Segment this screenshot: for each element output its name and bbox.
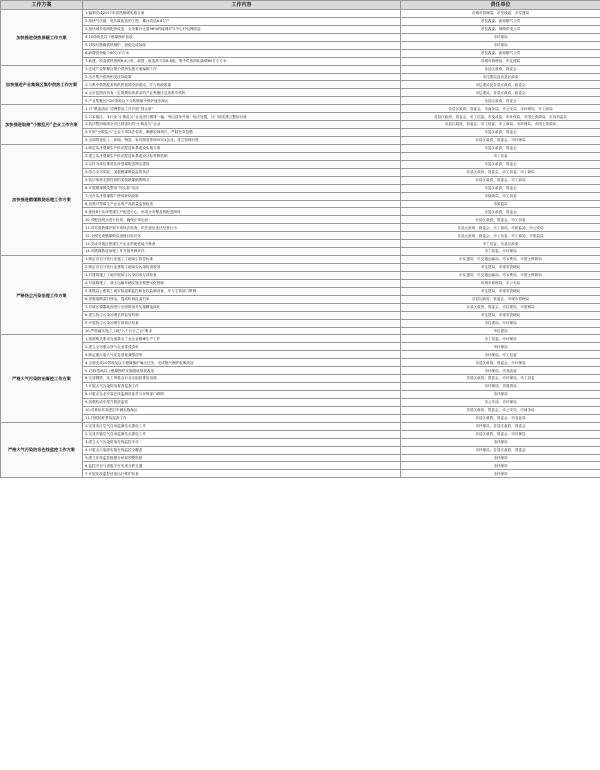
work-content: 4.10蒸吨及以下燃煤锅炉拆改 [83,33,401,41]
table-body [1,10,600,478]
work-content: 6.加强道路清扫保洁，提高机械化清扫率 [83,295,401,303]
responsible-unit: 市工信委 [401,152,600,160]
work-content: 5.全面排查化工、印刷、铸造、家具制造等涉VOCs企业，建立管理台账 [83,137,401,145]
responsible-unit: 市住建局，市城市管理局 [401,264,600,272]
work-content: 5.对现有燃煤供热锅炉，督促完成拆改 [83,41,401,49]
work-content: 8.对重点企业安装在线监测设备并与环保部门联网 [83,391,401,399]
table-row [1,462,600,470]
table-row [1,97,600,105]
work-content: 2.对本辖区、本行业“小散乱污”企业进行摸排一遍，列出清单并逐一依法处置，分门别类建立整治台账 [83,113,401,121]
work-content: 5.对35蒸吨以上燃煤锅炉实施超低排放改造 [83,367,401,375]
responsible-unit: 市住建局及各县区政府，管委会 [401,81,600,89]
table-row [1,121,600,129]
header-plan: 工作方案 [1,1,83,10]
responsible-unit: 市工信委，市环保局 [401,335,600,343]
responsible-unit: 市城市管理局，市公安局 [401,279,600,287]
responsible-unit: 各县区政府，管委会，市工商局 [401,176,600,184]
work-content: 1.按照相关要求完成重点工业企业错峰生产工作 [83,335,401,343]
responsible-unit: 市环保局，各县区政府，管委会 [401,446,600,454]
responsible-unit: 各县区政府，管委会 [401,160,600,168]
responsible-unit: 各县区政府，管委会，市环保局 [401,430,600,438]
work-content: 9.建设8个洁净型煤生产配送中心，形成全市覆盖的配送网络 [83,208,401,216]
header-content: 工作内容 [83,1,401,10]
responsible-unit: 市住建局，市交通运输局，市水利局，市国土资源局 [401,271,600,279]
plan-title: 严格扬尘污染治理工作方案 [1,256,83,335]
table-row [1,438,600,446]
header-row [1,1,600,10]
responsible-unit: 各县区政府，管委会，市商务局，市公安局，市环保局，市工商局 [401,105,600,113]
responsible-unit: 市住建局，各县区政府，管委会 [401,89,600,97]
table-row [1,311,600,319]
plan-title: 加快推进产业集聚区集中供热工作方案 [1,65,83,105]
work-content: 1.完成产业集聚区集中供热实施方案编制工作 [83,65,401,73]
responsible-unit: 市环保局 [401,41,600,49]
table-row [1,41,600,49]
responsible-unit: 市住建局，市城市管理局 [401,311,600,319]
work-content: 11.开展秸秆禁烧巡查工作 [83,414,401,422]
table-row [1,303,600,311]
responsible-unit: 市住建局及各县区政府 [401,73,600,81]
responsible-unit: 市住建局 [401,327,600,335]
work-content: 2.制定各自分管行业建筑工地扬尘污染防治规划 [83,264,401,272]
work-content: 3.建立大气污染防治在线监控平台 [83,438,401,446]
table-row [1,105,600,113]
table-row [1,430,600,438]
responsible-unit: 各县区政府，管委会，市工商局，市质监局，市公安局 [401,224,600,232]
table-row [1,446,600,454]
work-content: 2.建立全市重点涉气企业排放清单 [83,343,401,351]
table-row [1,295,600,303]
table-row [1,137,600,145]
work-content: 5.规模以上建筑工地安装视频监控和在线监测设备，并与主管部门联网 [83,287,401,295]
header-owner: 责任单位 [401,1,600,10]
responsible-unit: 市公安局，市环保局 [401,398,600,406]
table-row [1,81,600,89]
work-content: 11.对劣质散煤开展专项执法检查，依法查处违法经营行为 [83,224,401,232]
plan-title: 严格大气污染防治督控工作方案 [1,335,83,422]
responsible-unit: 各县区政府，管委会，市工信委，市工商局，市质监局 [401,232,600,240]
responsible-unit: 市环保局 [401,33,600,41]
responsible-unit: 市环保局 [401,391,600,399]
responsible-unit: 各县区政府，管委会，市工信委，市工商局，市环保局，市国土资源局 [401,121,600,129]
table-row [1,200,600,208]
work-content: 4.对重点污染源实施在线监控全覆盖 [83,446,401,454]
work-content: 2.建立洁净型煤生产供应配送体系建设目标考核机制 [83,152,401,160]
table-row [1,422,600,430]
plan-title: 加快推进供热保暖工作方案 [1,10,83,66]
work-content: 6.监控平台与省级平台实现互联互通 [83,462,401,470]
work-content: 1.编制完成2017年供热保暖实施方案 [83,10,401,18]
responsible-unit: 市环保局，市督查局 [401,383,600,391]
responsible-unit: 各县区政府，管委会，市工信委，市发改委，市环保局，市国土资源局，市食药监局 [401,113,600,121]
responsible-unit: 各县区政府，管委会，市工信委 [401,216,600,224]
table-row [1,279,600,287]
responsible-unit: 各县区政府，管委会 [401,144,600,152]
responsible-unit: 各县区政府，管委会，市工信委，市工商局 [401,168,600,176]
work-content: 12.全面完成燃煤散烧治理目标任务 [83,232,401,240]
work-content: 1.对“黑加油站”清理整治工作开展“回头看” [83,105,401,113]
table-row [1,17,600,25]
work-content: 3.与集中供热配套的供热管网全部建成，并与热源联通 [83,81,401,89]
table-row [1,49,600,57]
work-content: 2.出台集中供热相关扶持政策 [83,73,401,81]
work-content: 1.完成市区空气自动监测站点建设工作 [83,422,401,430]
responsible-unit: 各县区政府，管委会，市环保局，市工信委 [401,375,600,383]
plan-title: 严格大气污染防治在线监控工作方案 [1,422,83,478]
table-row [1,367,600,375]
table-row [1,208,600,216]
responsible-unit: 各县区政府，管委会 [401,129,600,137]
plan-title: 加快推进燃煤散烧治理工作方案 [1,144,83,255]
table-row [1,65,600,73]
table-row [1,454,600,462]
work-content: 4.对道路施工、渣土运输车辆实施全程密闭化管理 [83,279,401,287]
work-content: 4.全面完成10蒸吨及以下燃煤锅炉淘汰任务，完成燃气锅炉低氮改造 [83,359,401,367]
work-content: 9.开展扬尘污染治理专项执法检查 [83,319,401,327]
work-content: 7.对城区裸露地面进行全面排查并实施覆盖绿化 [83,303,401,311]
work-content: 8.建立扬尘污染治理长效监管机制 [83,311,401,319]
responsible-unit: 市财政局，市工信委 [401,192,600,200]
responsible-unit: 市发改委，国网供电公司 [401,25,600,33]
responsible-unit: 市工信委，市环保局 [401,248,600,256]
work-content: 3.对建筑施工工地开展扬尘污染防治专项检查 [83,271,401,279]
responsible-unit: 各县区政府，管委会 [401,97,600,105]
work-content: 3.以村为单位推进洁净型煤配送网点建设 [83,160,401,168]
work-content: 3.加快城乡电网配套改造，全市累计完成96%的接网村与中心村电网改造 [83,25,401,33]
table-row [1,160,600,168]
table-row [1,224,600,232]
work-content: 3.依法整治取缔全市已排查出的“小散乱污”企业 [83,121,401,129]
table-row [1,335,600,343]
responsible-unit: 各县区政府，管委会，市公安局，市商务局 [401,406,600,414]
responsible-unit: 市环保局，市发改委 [401,367,600,375]
work-content: 13.完成对辖区型煤生产企业的配送能力核查 [83,240,401,248]
table-row [1,470,600,478]
work-content: 5.依法取缔无照经营的劣质散煤销售网点 [83,176,401,184]
table-row [1,327,600,335]
table-row [1,319,600,327]
responsible-unit: 市环保局，各县区政府，管委会 [401,422,600,430]
table-row [1,33,600,41]
table-row [1,248,600,256]
responsible-unit: 市质监局 [401,200,600,208]
table-row [1,144,600,152]
table-row [1,343,600,351]
responsible-unit: 市城市管理局，市住建局 [401,57,600,65]
work-content: 5.建立在线监控数据分析和预警机制 [83,454,401,462]
responsible-unit: 市环保局 [401,438,600,446]
responsible-unit: 市城市管理局，市发改委，市住建局 [401,10,600,18]
table-row [1,25,600,33]
table-row [1,57,600,65]
table-row [1,398,600,406]
table-row [1,168,600,176]
work-content: 6.新增供热能力60万平方米 [83,49,401,57]
work-content: 4.开展“小散乱污”企业专项执法检查，确保取缔到位，严防死灰复燃 [83,129,401,137]
responsible-unit: 各县区政府，管委会，市环保局 [401,359,600,367]
table-row [1,383,600,391]
work-content: 10.对配送网点进行检查，确保正常运营 [83,216,401,224]
work-content: 1.制定洁净型煤生产供应配送体系建设实施方案 [83,144,401,152]
responsible-unit: 市环保局，市工信委 [401,351,600,359]
table-row [1,216,600,224]
responsible-unit: 各县区政府，管委会，市农业局 [401,414,600,422]
responsible-unit: 市发改委，新奥燃气公司 [401,49,600,57]
table-row [1,271,600,279]
responsible-unit: 各县区政府，管委会，市住建局，市园林局 [401,303,600,311]
table-row [1,414,600,422]
work-content: 7.开展大气污染防治督查巡查工作 [83,383,401,391]
table-row [1,351,600,359]
table-row [1,359,600,367]
table-row [1,192,600,200]
table-row [1,264,600,272]
table-row [1,89,600,97]
work-content: 10.对黄标车和老旧车辆实施淘汰 [83,406,401,414]
work-content: 7.新建、改造供热管网8.6公里，新建、改造热力站6.8座，集中供热面积新增60万平方米 [83,57,401,65]
work-content: 10.严格落实施工工地“六个百分之百”要求 [83,327,401,335]
responsible-unit: 市环保局 [401,462,600,470]
table-row [1,256,600,264]
work-content: 2.加快气代煤、电代煤改造的工程，累计改造6.6万户 [83,17,401,25]
responsible-unit: 市环保局 [401,470,600,478]
work-content: 5.产业集聚区内20蒸吨以下分散燃煤小锅炉逐步淘汰 [83,97,401,105]
table-row [1,391,600,399]
work-content: 4.全市范围内具有一定规模用热需求的产业集聚区完成集中供热 [83,89,401,97]
responsible-unit: 各县区政府，管委会 [401,65,600,73]
plan-title: 加快推进取缔“小散乱污”企业工作方案 [1,105,83,145]
work-content: 14.对燃煤散烧治理工作开展考核评估 [83,248,401,256]
table-row [1,375,600,383]
work-content: 7.出台洁净型煤推广使用补贴政策 [83,192,401,200]
work-content: 4.结合全市实际，加强燃煤散烧监管执法 [83,168,401,176]
responsible-unit: 各县区政府，管委会，市城市管理局 [401,295,600,303]
table-row [1,232,600,240]
table-row [1,240,600,248]
responsible-unit: 各县区政府，管委会，市环保局 [401,137,600,145]
responsible-unit: 市住建局，市城市管理局 [401,287,600,295]
responsible-unit: 市环保局 [401,454,600,462]
work-content: 6.开展燃煤散烧整治“回头看”活动 [83,184,401,192]
responsible-unit: 各县区政府，管委会 [401,184,600,192]
work-content: 1.制定各自分管行业施工工地扬尘管控标准 [83,256,401,264]
table-row [1,176,600,184]
responsible-unit: 各县区政府，管委会 [401,208,600,216]
table-row [1,152,600,160]
table-row [1,73,600,81]
work-content: 7.开展在线监控设备运行维护检查 [83,470,401,478]
responsible-unit: 市住建局，市交通运输局，市水利局，市国土资源局 [401,256,600,264]
work-content: 9.加强机动车尾气排放监管 [83,398,401,406]
work-content: 3.制定重污染天气应急预案减排清单 [83,351,401,359]
table-row [1,184,600,192]
work-content: 8.加强对型煤生产企业的产品质量监督检查 [83,200,401,208]
work-content: 2.完成乡镇空气自动监测站点建设工作 [83,430,401,438]
responsible-unit: 市住建局，市环保局 [401,319,600,327]
table-row [1,10,600,18]
table-row [1,406,600,414]
table-row [1,287,600,295]
responsible-unit: 市工信委，各县区政府 [401,240,600,248]
work-content: 6.完成钢铁、化工等重点行业无组织排放治理 [83,375,401,383]
table-row [1,129,600,137]
responsible-unit: 市环保局 [401,343,600,351]
table-row [1,113,600,121]
responsible-unit: 市发改委，新奥燃气公司 [401,17,600,25]
